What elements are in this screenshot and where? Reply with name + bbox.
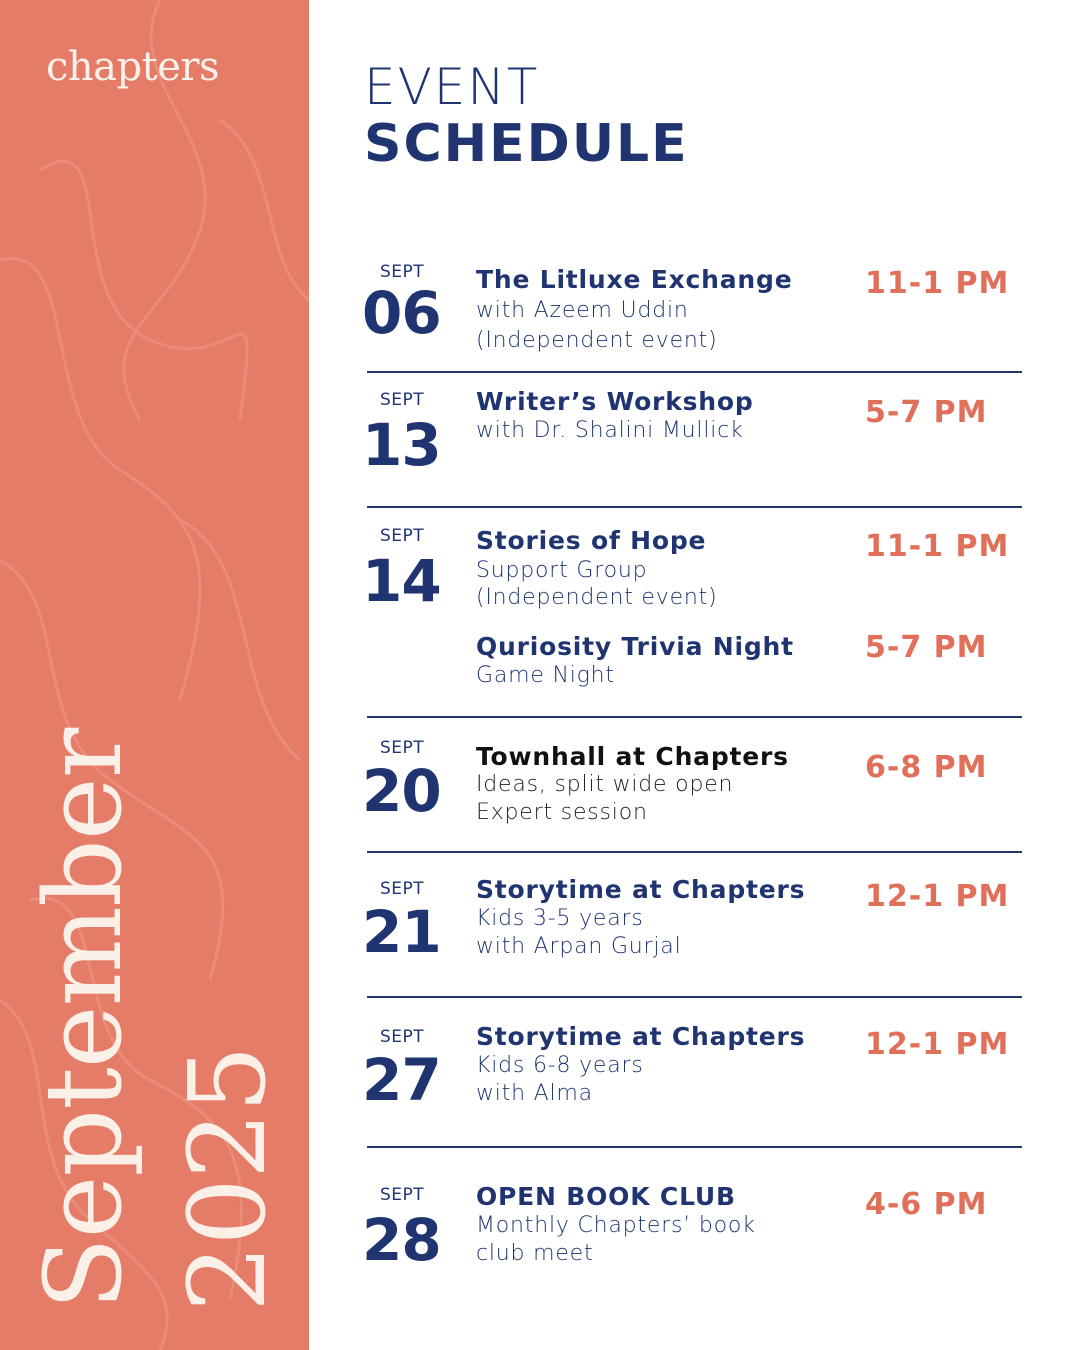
divider bbox=[367, 371, 1022, 373]
event-title: The Litluxe Exchange bbox=[476, 265, 793, 294]
event-detail: Monthly Chapters’ book bbox=[476, 1213, 756, 1238]
event-month: SEPT bbox=[380, 390, 425, 410]
event-month: SEPT bbox=[380, 738, 425, 758]
event-title: Storytime at Chapters bbox=[476, 875, 806, 904]
heading-event: EVENT bbox=[364, 58, 540, 116]
event-day: 28 bbox=[362, 1206, 441, 1274]
event-title: Writer’s Workshop bbox=[476, 387, 754, 416]
event-title: Stories of Hope bbox=[476, 526, 707, 555]
event-month: SEPT bbox=[380, 262, 425, 282]
event-detail: with Dr. Shalini Mullick bbox=[476, 418, 744, 443]
event-detail: Expert session bbox=[476, 800, 648, 825]
event-detail: club meet bbox=[476, 1241, 594, 1266]
divider bbox=[367, 1146, 1022, 1148]
sidebar-month: September bbox=[22, 728, 145, 1310]
sidebar-year: 2025 bbox=[166, 1046, 289, 1312]
event-title: Storytime at Chapters bbox=[476, 1022, 806, 1051]
heading-schedule: SCHEDULE bbox=[364, 114, 689, 174]
event-detail: with Azeem Uddin bbox=[476, 298, 689, 323]
event-detail: (Independent event) bbox=[476, 328, 718, 353]
event-detail: with Arpan Gurjal bbox=[476, 934, 682, 959]
event-month: SEPT bbox=[380, 1027, 425, 1047]
event-month: SEPT bbox=[380, 879, 425, 899]
event-month: SEPT bbox=[380, 1185, 425, 1205]
event-day: 13 bbox=[362, 411, 441, 479]
event-time: 12-1 PM bbox=[865, 879, 1010, 914]
event-month: SEPT bbox=[380, 526, 425, 546]
event-day: 21 bbox=[362, 898, 441, 966]
divider bbox=[367, 851, 1022, 853]
event-day: 06 bbox=[362, 279, 441, 347]
event-title: OPEN BOOK CLUB bbox=[476, 1182, 736, 1211]
event-title: Quriosity Trivia Night bbox=[476, 632, 794, 661]
event-time: 6-8 PM bbox=[865, 750, 988, 785]
event-detail: Kids 3-5 years bbox=[476, 906, 644, 931]
event-time: 5-7 PM bbox=[865, 395, 988, 430]
event-day: 20 bbox=[362, 757, 441, 825]
event-detail: (Independent event) bbox=[476, 585, 718, 610]
event-time: 4-6 PM bbox=[865, 1187, 988, 1222]
event-time: 5-7 PM bbox=[865, 630, 988, 665]
event-title: Townhall at Chapters bbox=[476, 742, 789, 771]
divider bbox=[367, 996, 1022, 998]
sidebar-panel bbox=[0, 0, 309, 1350]
brand-logo: chapters bbox=[46, 44, 220, 90]
event-detail: Support Group bbox=[476, 558, 648, 583]
event-time: 11-1 PM bbox=[865, 529, 1010, 564]
event-detail: Game Night bbox=[476, 663, 615, 688]
event-day: 14 bbox=[362, 547, 441, 615]
divider bbox=[367, 716, 1022, 718]
event-detail: with Alma bbox=[476, 1081, 593, 1106]
event-time: 12-1 PM bbox=[865, 1027, 1010, 1062]
event-detail: Kids 6-8 years bbox=[476, 1053, 644, 1078]
divider bbox=[367, 506, 1022, 508]
event-time: 11-1 PM bbox=[865, 266, 1010, 301]
event-detail: Ideas, split wide open bbox=[476, 772, 734, 797]
event-day: 27 bbox=[362, 1046, 441, 1114]
